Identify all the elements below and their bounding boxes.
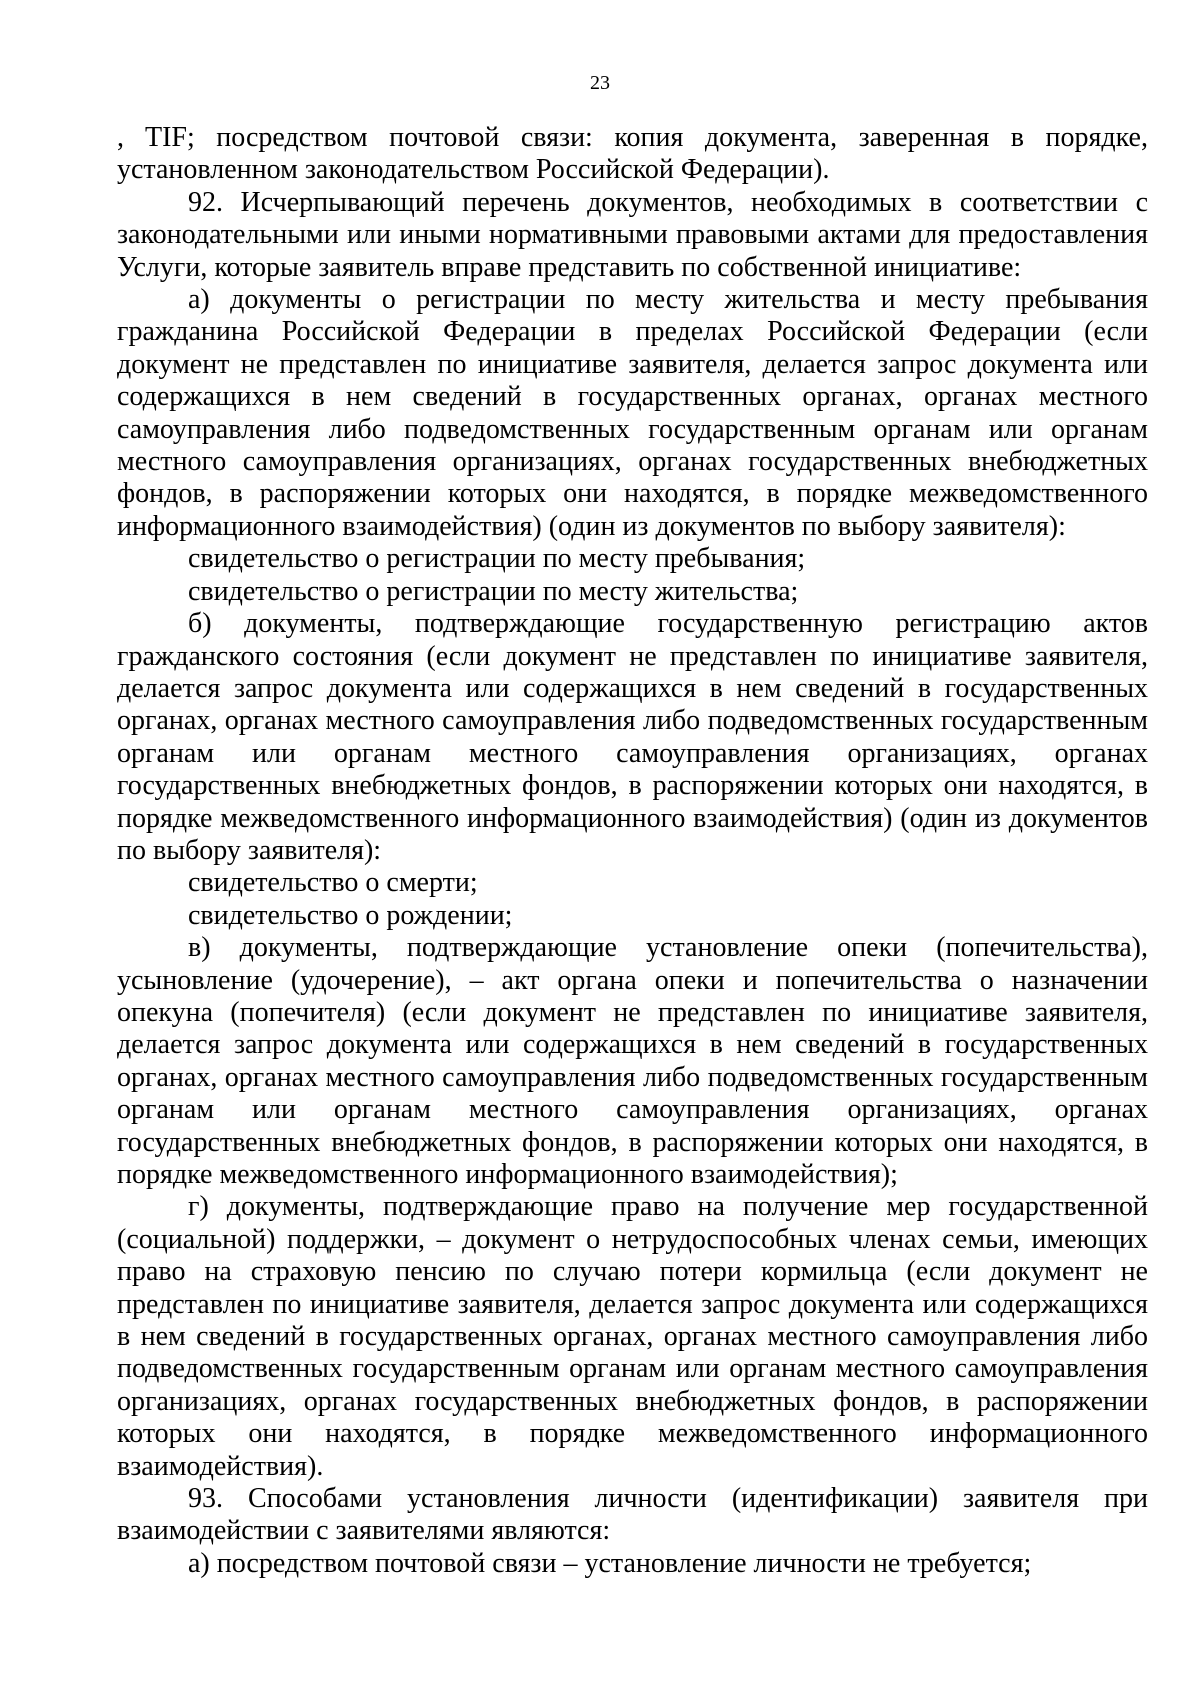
list-item-registration-stay: свидетельство о регистрации по месту пребывания; — [188, 543, 806, 575]
list-item-birth-certificate: свидетельство о рождении; — [188, 899, 513, 931]
list-item-death-certificate: свидетельство о смерти; — [188, 867, 478, 899]
list-item-registration-residence: свидетельство о регистрации по месту жительства; — [188, 575, 799, 607]
paragraph-item-92: 92. Исчерпывающий перечень документов, необходимых в соответствии с законодательными или иными нормативными правовыми актами для предоставления Услуги, которые заявитель вправе представить по собственной инициативе: — [117, 186, 1148, 283]
paragraph-continuation: , TIF; посредством почтовой связи: копия документа, заверенная в порядке, установленном законодательством Российской Федерации). — [117, 122, 1148, 186]
document-body — [117, 122, 1148, 1580]
paragraph-item-93: 93. Способами установления личности (идентификации) заявителя при взаимодействии с заявителями являются: — [117, 1483, 1148, 1547]
paragraph-item-93-subitem-a: а) посредством почтовой связи – установление личности не требуется; — [188, 1547, 1032, 1579]
paragraph-subitem-b: б) документы, подтверждающие государственную регистрацию актов гражданского состояния (если документ не представлен по инициативе заявителя, делается запрос документа или содержащихся в нем сведений в государственных органах, органах местного самоуправления либо подведомственных государственным органам или органам местного самоуправления организациях, органах государственных внебюджетных фондов, в распоряжении которых они находятся, в порядке межведомственного информационного взаимодействия) (один из документов по выбору заявителя): — [117, 608, 1148, 866]
paragraph-subitem-g: г) документы, подтверждающие право на получение мер государственной (социальной) поддержки, – документ о нетрудоспособных членах семьи, имеющих право на страховую пенсию по случаю потери кормильца (если документ не представлен по инициативе заявителя, делается запрос документа или содержащихся в нем сведений в государственных органах, органах местного самоуправления либо подведомственных государственным органам или органам местного самоуправления организациях, органах государственных внебюджетных фондов, в распоряжении которых они находятся, в порядке межведомственного информационного взаимодействия). — [117, 1191, 1148, 1482]
paragraph-subitem-v: в) документы, подтверждающие установление опеки (попечительства), усыновление (удочерение), – акт органа опеки и попечительства о назначении опекуна (попечителя) (если документ не представлен по инициативе заявителя, делается запрос документа или содержащихся в нем сведений в государственных органах, органах местного самоуправления либо подведомственных государственным органам или органам местного самоуправления организациях, органах государственных внебюджетных фондов, в распоряжении которых они находятся, в порядке межведомственного информационного взаимодействия); — [117, 932, 1148, 1190]
page-number: 23 — [590, 72, 610, 94]
paragraph-subitem-a: а) документы о регистрации по месту жительства и месту пребывания гражданина Российской Федерации в пределах Российской Федерации (если документ не представлен по инициативе заявителя, делается запрос документа или содержащихся в нем сведений в государственных органах, органах местного самоуправления либо подведомственных государственным органам или органам местного самоуправления организациях, органах государственных внебюджетных фондов, в распоряжении которых они находятся, в порядке межведомственного информационного взаимодействия) (один из документов по выбору заявителя): — [117, 284, 1148, 542]
